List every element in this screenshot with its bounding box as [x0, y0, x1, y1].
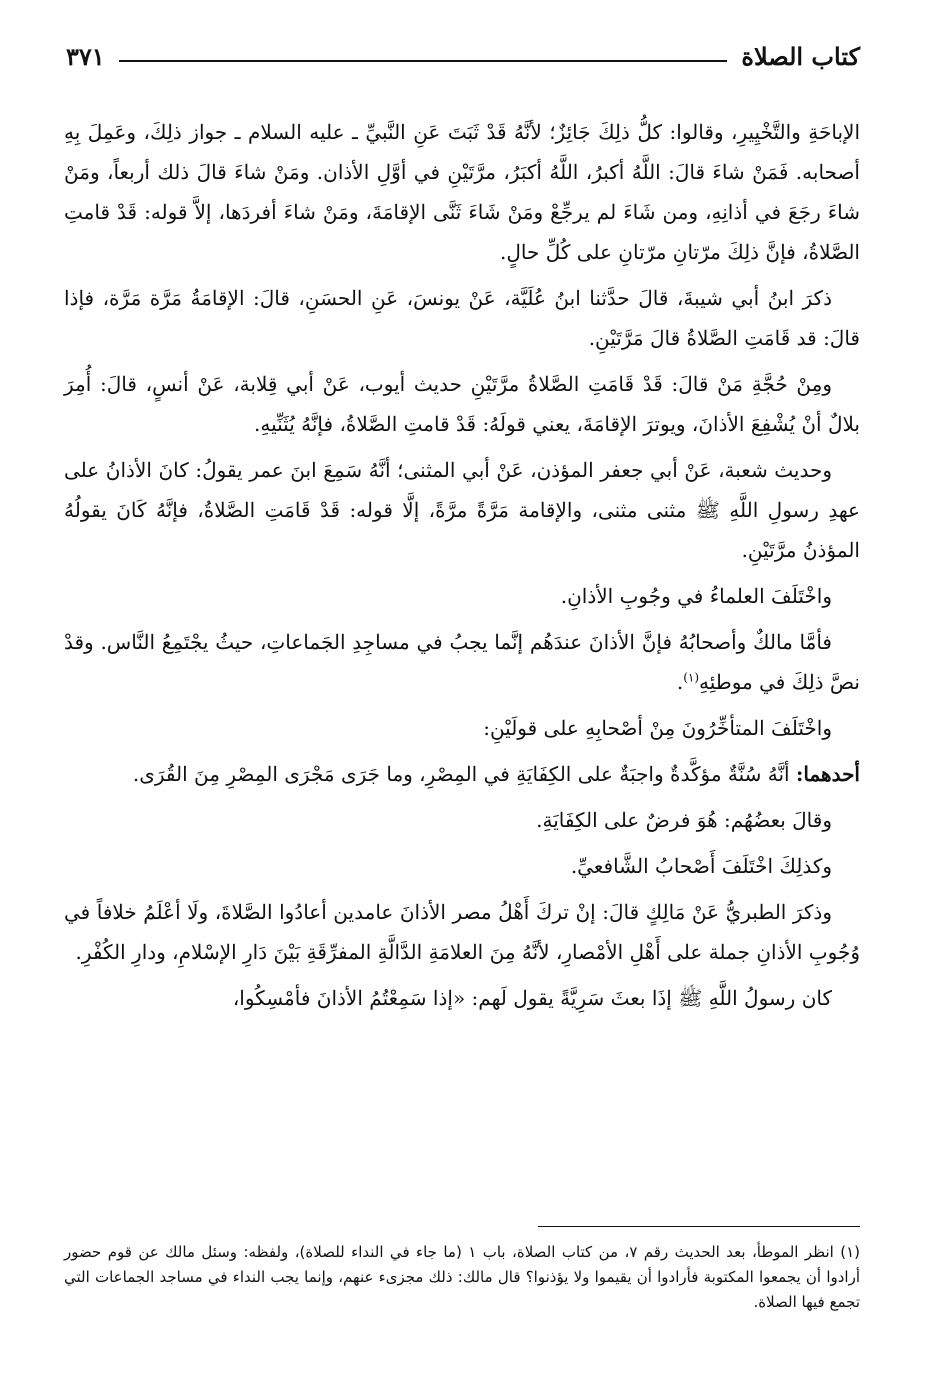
footnote-separator — [538, 1226, 860, 1227]
footnote-marker[interactable]: (١) — [683, 670, 700, 685]
paragraph: واخْتَلَفَ المتأخِّرُونَ مِنْ أصْحابِهِ على قولَيْنِ: — [483, 716, 832, 740]
paragraph: فأمَّا مالكٌ وأصحابُهُ فإنَّ الأذانَ عندَهُم إنَّما يجبُ في مساجِدِ الجَماعاتِ، حيثُ يجْتَمِعُ النَّاس. وقدْ نصَّ ذلِكَ في موطئِهِ$^{(١)}$. — [64, 630, 860, 694]
paragraph: ذكرَ ابنُ أبي شيبةَ، قالَ حدَّثنا ابنُ عُلَيَّة، عَنْ يونسَ، عَنِ الحسَنِ، قالَ: الإقامَةُ مَرَّة مَرَّة، فإذا قالَ: قد قَامَتِ الصَّلاةُ قالَ مَرَّتَيْنِ. — [64, 286, 860, 350]
paragraph: وقالَ بعضُهُم: هُوَ فرضٌ على الكِفَايَةِ. — [536, 808, 832, 832]
main-text — [64, 112, 860, 1024]
paragraph: ومِنْ حُجَّةِ مَنْ قالَ: قَدْ قَامَتِ الصَّلاةُ مرَّتَيْنِ حديث أيوب، عَنْ أبي قِلابة، عَنْ أنسٍ، قالَ: أُمِرَ بلالٌ أنْ يُشْفِعَ الأذانَ، ويوترَ الإقامَةَ، يعني قولَهُ: قَدْ قامتِ الصَّلاةُ، فإنَّهُ يُثَنِّيهِ. — [64, 372, 860, 436]
paragraph: كان رسولُ اللَّهِ ﷺ إذَا بعثَ سَرِيَّةً يقول لَهم: «إذا سَمِعْتُمُ الأذانَ فأمْسِكُوا، — [232, 986, 832, 1010]
running-header — [66, 36, 860, 76]
paragraph: وحديث شعبة، عَنْ أبي جعفر المؤذن، عَنْ أبي المثنى؛ أنَّهُ سَمِعَ ابنَ عمر يقولُ: كانَ الأذانُ على عهدِ رسولِ اللَّهِ ﷺ مثنى مثنى، والإقامة مَرَّةً مرَّةً، إلَّا قوله: قَدْ قَامَتِ الصَّلاةُ، فإنَّهُ كَانَ يقولُهُ المؤذنُ مرَّتَيْنِ. — [64, 458, 860, 562]
paragraph: واخْتَلَفَ العلماءُ في وجُوبِ الأذانِ. — [560, 584, 832, 608]
footnote-text: (١) انظر الموطأ، بعد الحديث رقم ٧، من كتاب الصلاة، باب ١ (ما جاء في النداء للصلاة)، ولفظه: وسئل مالك عن قوم حضور أرادوا أن يجمعوا المكتوبة فأرادوا أن يقيموا ولا يؤذنوا؟ قال مالك: ذلك مجزىء عنهم، وإنما يجب النداء في مساجد الجماعات التي تجمع فيها الصلاة. — [64, 1243, 861, 1311]
paragraph: وكذلِكَ اخْتَلَفَ أَصْحابُ الشَّافعيِّ. — [570, 854, 832, 878]
paragraph: أحدهما: أنَّهُ سُنَّةٌ مؤكَّدةٌ واجبَةٌ على الكِفَايَةِ في المِصْرِ، وما جَرَى مَجْرَى المِصْرِ مِنَ القُرَى. — [132, 762, 860, 786]
chapter-title: كتاب الصلاة — [741, 41, 860, 71]
bold-lead: أحدهما: — [795, 762, 860, 786]
header-rule — [119, 60, 728, 62]
paragraph: وذكرَ الطبريُّ عَنْ مَالِكٍ قالَ: إنْ تركَ أَهْلُ مصر الأذانَ عامدين أعادُوا الصَّلاةَ، ولَا أعْلَمُ خلافاً في وُجُوبِ الأذانِ جملة على أَهْلِ الأمْصارِ، لأنَّهُ مِنَ العلامَةِ الدَّالَّةِ المفرِّقَةِ بَيْنَ دَارِ الإسْلامِ، ودارِ الكُفْرِ. — [64, 900, 860, 964]
paragraph: الإباحَةِ والتَّخْيِيرِ، وقالوا: كلُّ ذلِكَ جَائِزٌ؛ لأنَّهُ قَدْ ثَبَتَ عَنِ النَّبيِّ ـ عليه السلام ـ جواز ذلِكَ، وعَمِلَ بِهِ أصحابه. فَمَنْ شاءَ قالَ: اللَّهُ أكبرُ، اللَّهُ أكبَرُ، مرَّتَيْنِ في أوَّلِ الأذان. ومَنْ شاءَ قالَ ذلك أربعاً، ومَنْ شاءَ رجَعَ في أذانِهِ، ومن شَاءَ لم يرجِّعْ ومَنْ شَاءَ ثَنَّى الإقامَةَ، ومَنْ شاءَ أفردَها، إلاَّ قوله: قَدْ قامتِ الصَّلاةُ، فإنَّ ذلِكَ مرّتانِ مرّتانِ على كُلِّ حالٍ. — [64, 120, 860, 264]
page-number: ٣٧١ — [66, 41, 105, 71]
footnote — [64, 1240, 860, 1315]
